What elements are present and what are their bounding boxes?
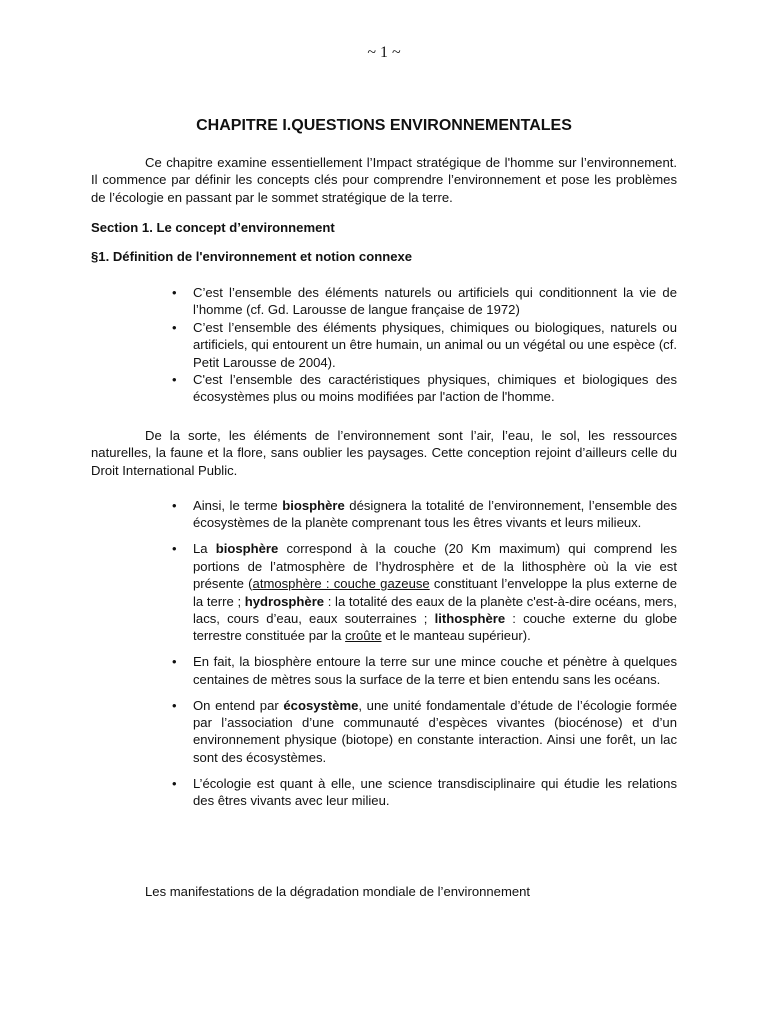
definition-item: • C’est l’ensemble des éléments physiques, chimiques ou biologiques, naturels ou artificiels, qui entourent un être humain, un animal ou un végétal ou une espèce (cf. Petit Larousse de 2004). (193, 319, 677, 371)
section-heading: Section 1. Le concept d’environnement (91, 220, 335, 235)
subsection-heading: §1. Définition de l'environnement et notion connexe (91, 249, 413, 264)
biosphere-extent-item: • En fait, la biosphère entoure la terre sur une mince couche et pénètre à quelques centaines de mètres sous la surface de la terre et bien entendu sans les océans. (193, 653, 677, 688)
page-number: ~ 1 ~ (367, 44, 401, 61)
definitions-list (0, 284, 768, 406)
biosphere-term-item: • Ainsi, le terme biosphère désignera la totalité de l’environnement, l’ensemble des écosystèmes de la planète comprenant tous les êtres vivants et leurs milieux. (193, 497, 677, 532)
ecology-item: • L’écologie est quant à elle, une science transdisciplinaire qui étudie les relations des êtres vivants avec leur milieu. (193, 775, 677, 810)
definition-item: • C'est l’ensemble des caractéristiques physiques, chimiques et biologiques des écosystèmes plus ou moins modifiées par l'action de l'homme. (193, 371, 677, 406)
concepts-list (0, 497, 768, 818)
biosphere-definition-item: • La biosphère correspond à la couche (20 Km maximum) qui comprend les portions de l’atmosphère de l’hydrosphère et de la lithosphère où la vie est présente (atmosphère : couche gazeuse constituant l’enveloppe la plus externe de la terre ; hydrosphère : la totalité des eaux de la planète c'est-à-dire océans, mers, lacs, cours d’eau, eaux souterraines ; lithosphère : couche externe du globe terrestre constituée par la croûte et le manteau supérieur). (193, 540, 677, 644)
intro-paragraph: Ce chapitre examine essentiellement l’Impact stratégique de l'homme sur l’environnement. Il commence par définir les concepts clés pour comprendre l’environnement et pose les problèmes de l’écologie en passant par le sommet stratégique de la terre. (91, 155, 677, 205)
ecosystem-item: • On entend par écosystème, une unité fondamentale d’étude de l’écologie formée par l’association d’une communauté d’espèces vivantes (biocénose) et d’un environnement physique (biotope) en constante interaction. Ainsi une forêt, un lac sont des écosystèmes. (193, 697, 677, 767)
definition-item: • C’est l’ensemble des éléments naturels ou artificiels qui conditionnent la vie de l’homme (cf. Gd. Larousse de langue française de 1972) (193, 284, 677, 319)
environment-elements-paragraph: De la sorte, les éléments de l’environnement sont l’air, l’eau, le sol, les ressources naturelles, la faune et la flore, sans oublier les paysages. Cette conception rejoint d’ailleurs celle du Droit International Public. (91, 428, 677, 478)
chapter-title: CHAPITRE I.QUESTIONS ENVIRONNEMENTALES (196, 117, 572, 134)
closing-line: Les manifestations de la dégradation mondiale de l’environnement (145, 884, 531, 899)
